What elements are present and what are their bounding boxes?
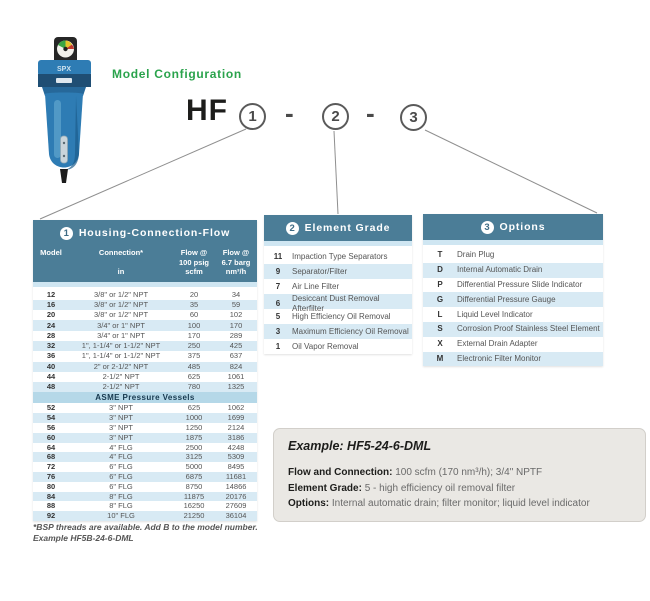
cell: 2-1/2" NPT [102, 382, 140, 392]
cell: 59 [231, 299, 241, 309]
cell: Differential Pressure Gauge [457, 294, 556, 304]
cell: 80 [46, 481, 56, 491]
table-row [33, 501, 257, 511]
column-header-line: 100 psig [178, 257, 209, 267]
example-title: Example: HF5-24-6-DML [288, 439, 432, 453]
table-row [264, 294, 412, 313]
cell: 4" FLG [109, 442, 133, 452]
cell: 5000 [185, 462, 203, 472]
cell: 16250 [183, 501, 205, 511]
sight-glass [61, 136, 68, 163]
cell: 780 [187, 382, 201, 392]
table-row [423, 352, 603, 367]
cell: T [437, 250, 443, 260]
cell: 88 [46, 501, 56, 511]
table-row [423, 322, 603, 337]
table-row [264, 279, 412, 294]
cell: 21250 [183, 511, 205, 521]
cell: 425 [229, 341, 243, 351]
cell: 20 [189, 289, 199, 299]
example-line: Flow and Connection: 100 scfm (170 nm³/h); 3/4" NPTF [288, 467, 543, 478]
model-position-1-circle: 1 [239, 103, 266, 130]
table-row [33, 310, 257, 320]
table-row [33, 362, 257, 372]
table-row [33, 413, 257, 423]
table-row [33, 462, 257, 472]
cell: D [437, 265, 443, 275]
cell: Internal Automatic Drain [457, 265, 543, 275]
model-prefix: HF [186, 94, 228, 127]
column-header-line [33, 258, 69, 268]
table-row [423, 263, 603, 278]
cell: Maximum Efficiency Oil Removal [292, 326, 409, 336]
cell: 100 [187, 320, 201, 330]
cell: 16 [46, 299, 56, 309]
footnote-line-1: *BSP threads are available. Add B to the model number. [33, 522, 258, 532]
cell: 2500 [185, 442, 203, 452]
cell: 289 [229, 330, 243, 340]
cell: 11 [273, 251, 283, 261]
section-title: Model Configuration [112, 67, 242, 81]
cell: 20 [46, 310, 56, 320]
table1-rows-asme [33, 403, 257, 521]
cell: Liquid Level Indicator [457, 309, 533, 319]
table-row [33, 443, 257, 453]
cell: 32 [46, 341, 56, 351]
cell: 1062 [227, 403, 245, 413]
cell: 8750 [185, 481, 203, 491]
cell: 11681 [225, 472, 247, 482]
model-position-3-circle: 3 [400, 104, 427, 131]
housing-connection-flow-table [33, 220, 257, 521]
cell: 3" NPT [109, 432, 133, 442]
cell: 68 [46, 452, 56, 462]
cell: Desiccant Dust Removal Afterfilter [292, 294, 380, 313]
cell: Electronic Filter Monitor [457, 353, 542, 363]
cell: 102 [229, 310, 243, 320]
table1-number-badge: 1 [60, 227, 73, 240]
cell: Differential Pressure Slide Indicator [457, 279, 583, 289]
cell: 84 [46, 491, 56, 501]
cell: X [437, 339, 443, 349]
cell: 3" NPT [109, 423, 133, 433]
cell: 92 [46, 511, 56, 521]
cell: 3/8" or 1/2" NPT [93, 310, 149, 320]
asme-section-label: ASME Pressure Vessels [33, 392, 257, 403]
cell: Impaction Type Separators [292, 251, 388, 261]
column-header-line: Flow @ [222, 248, 250, 257]
column-header-line: 6.7 barg [221, 257, 251, 267]
cell: 60 [189, 310, 199, 320]
cell: 2" or 2-1/2" NPT [93, 361, 149, 371]
cell: 64 [46, 442, 56, 452]
table-row [33, 423, 257, 433]
cell: 28 [46, 330, 56, 340]
table-row [423, 278, 603, 293]
table1-rows-npt [33, 290, 257, 393]
example-line-label: Element Grade: [288, 482, 362, 494]
table-row [33, 300, 257, 310]
cell: 20176 [225, 491, 247, 501]
cell: 27609 [225, 501, 247, 511]
cell: 8495 [227, 462, 245, 472]
drain-stem [60, 169, 68, 183]
table-row [33, 372, 257, 382]
cell: S [437, 324, 443, 334]
table2-number-badge: 2 [286, 222, 299, 235]
footnote-line-2: Example HF5B-24-6-DML [33, 533, 134, 543]
table2-divider-band [264, 241, 412, 246]
cell: 3/4" or 1" NPT [97, 320, 145, 330]
cell: 24 [46, 320, 56, 330]
cell: 6" FLG [109, 462, 133, 472]
cell: 1000 [185, 413, 203, 423]
column-header [33, 248, 69, 277]
cell: 3125 [185, 452, 203, 462]
cell: 1 [275, 341, 281, 351]
table-row [423, 307, 603, 322]
table-row [264, 309, 412, 324]
table-row [33, 290, 257, 300]
cell: 8" FLG [109, 501, 133, 511]
cell: 1", 1-1/4" or 1-1/2" NPT [81, 341, 161, 351]
cell: 54 [46, 413, 56, 423]
cell: 6875 [185, 472, 203, 482]
table3-divider-band [423, 240, 603, 245]
cell: 2-1/2" NPT [102, 372, 140, 382]
cell: 1061 [227, 372, 245, 382]
cell: 170 [229, 320, 243, 330]
cell: 637 [229, 351, 243, 361]
table-row [33, 492, 257, 502]
example-lines [288, 465, 631, 512]
cell: 375 [187, 351, 201, 361]
cell: 40 [46, 361, 56, 371]
table-row [423, 292, 603, 307]
model-dash-2: - [366, 98, 375, 128]
cell: 625 [187, 403, 201, 413]
cell: Corrosion Proof Stainless Steel Element [457, 324, 600, 334]
cell: L [437, 309, 443, 319]
cell: 6 [275, 299, 281, 308]
cell: 6" FLG [109, 472, 133, 482]
column-header-line: scfm [185, 267, 203, 276]
table2-title: Element Grade [304, 222, 391, 234]
table1-title: Housing-Connection-Flow [78, 227, 231, 239]
cell: 3/8" or 1/2" NPT [93, 289, 149, 299]
column-header-line: in [117, 267, 125, 276]
model-dash-1: - [285, 98, 294, 128]
cell: 6" FLG [109, 481, 133, 491]
table-row [33, 382, 257, 392]
cell: 3186 [227, 432, 245, 442]
cell: P [437, 279, 443, 289]
cell: 1699 [227, 413, 245, 423]
example-line: Options: Internal automatic drain; filter monitor; liquid level indicator [288, 498, 590, 509]
cell: 1875 [185, 432, 203, 442]
cell: 1", 1-1/4" or 1-1/2" NPT [81, 351, 161, 361]
table-row [264, 249, 412, 264]
table-row [33, 433, 257, 443]
table1-column-headers [33, 246, 257, 282]
cell: 5309 [227, 452, 245, 462]
table-row [33, 482, 257, 492]
cell: 56 [46, 423, 56, 433]
cell: 11875 [183, 491, 205, 501]
column-header-line [33, 267, 69, 277]
column-header-line: Connection* [98, 248, 144, 257]
table-row [33, 452, 257, 462]
cell: 625 [187, 372, 201, 382]
cell: 485 [187, 361, 201, 371]
cell: 48 [46, 382, 56, 392]
column-header [69, 248, 173, 277]
cell: Separator/Filter [292, 266, 348, 276]
model-position-2-circle: 2 [322, 103, 349, 130]
table-row [264, 339, 412, 354]
cell: 1325 [227, 382, 245, 392]
cell: 60 [46, 432, 56, 442]
cell: G [436, 294, 444, 304]
table3-rows [423, 248, 603, 366]
cell: 35 [189, 299, 199, 309]
cell: 14866 [225, 481, 247, 491]
cell: 3" NPT [109, 403, 133, 413]
table-row [33, 341, 257, 351]
cell: 9 [275, 266, 281, 276]
table-row [33, 351, 257, 361]
element-grade-table [264, 215, 412, 354]
brand-label: SPX [56, 66, 72, 73]
cell: 3/8" or 1/2" NPT [93, 299, 149, 309]
cell: 1250 [185, 423, 203, 433]
table-row [33, 320, 257, 330]
column-header-line: Flow @ [180, 248, 208, 257]
table-row [264, 324, 412, 339]
footnote [33, 522, 258, 544]
cell: 44 [46, 372, 56, 382]
column-header [215, 248, 257, 277]
cell: 72 [46, 462, 56, 472]
cell: 34 [231, 289, 241, 299]
cell: 36104 [225, 511, 247, 521]
product-image [24, 36, 104, 193]
cell: External Drain Adapter [457, 339, 538, 349]
column-header-line: Model [40, 248, 62, 257]
cell: 8" FLG [109, 491, 133, 501]
table-row [264, 264, 412, 279]
column-header-line: nm³/h [225, 267, 247, 276]
table3-title: Options [499, 221, 546, 233]
cell: M [436, 353, 444, 363]
table-row [33, 403, 257, 413]
table1-header [33, 220, 257, 246]
table-row [33, 331, 257, 341]
example-box [273, 428, 646, 522]
table-row [33, 511, 257, 521]
table3-header [423, 214, 603, 240]
table2-header [264, 215, 412, 241]
cell: 824 [229, 361, 243, 371]
column-header [173, 248, 215, 277]
cell: High Efficiency Oil Removal [292, 311, 391, 321]
cell: 76 [46, 472, 56, 482]
cell: 250 [187, 341, 201, 351]
cell: 3" NPT [109, 413, 133, 423]
example-line-label: Flow and Connection: [288, 467, 393, 478]
cell: Drain Plug [457, 250, 495, 260]
table1-divider-band [33, 282, 257, 287]
cell: 12 [46, 289, 56, 299]
table-row [33, 472, 257, 482]
cell: 4248 [227, 442, 245, 452]
options-table [423, 214, 603, 366]
cell: 4" FLG [109, 452, 133, 462]
cell: 5 [275, 311, 281, 321]
cell: 52 [46, 403, 56, 413]
table-row [423, 248, 603, 263]
cell: 3/4" or 1" NPT [97, 330, 145, 340]
cell: 3 [275, 326, 281, 336]
cell: 170 [187, 330, 201, 340]
cell: 7 [275, 281, 281, 291]
cell: 2124 [227, 423, 245, 433]
table3-number-badge: 3 [481, 221, 494, 234]
cell: 36 [46, 351, 56, 361]
cell: Oil Vapor Removal [292, 341, 359, 351]
table2-rows [264, 249, 412, 354]
column-header-line [69, 258, 173, 268]
table-row [423, 337, 603, 352]
example-line: Element Grade: 5 - high efficiency oil removal filter [288, 482, 516, 494]
cell: 10" FLG [107, 511, 135, 521]
example-line-label: Options: [288, 498, 330, 509]
cell: Air Line Filter [292, 281, 340, 291]
